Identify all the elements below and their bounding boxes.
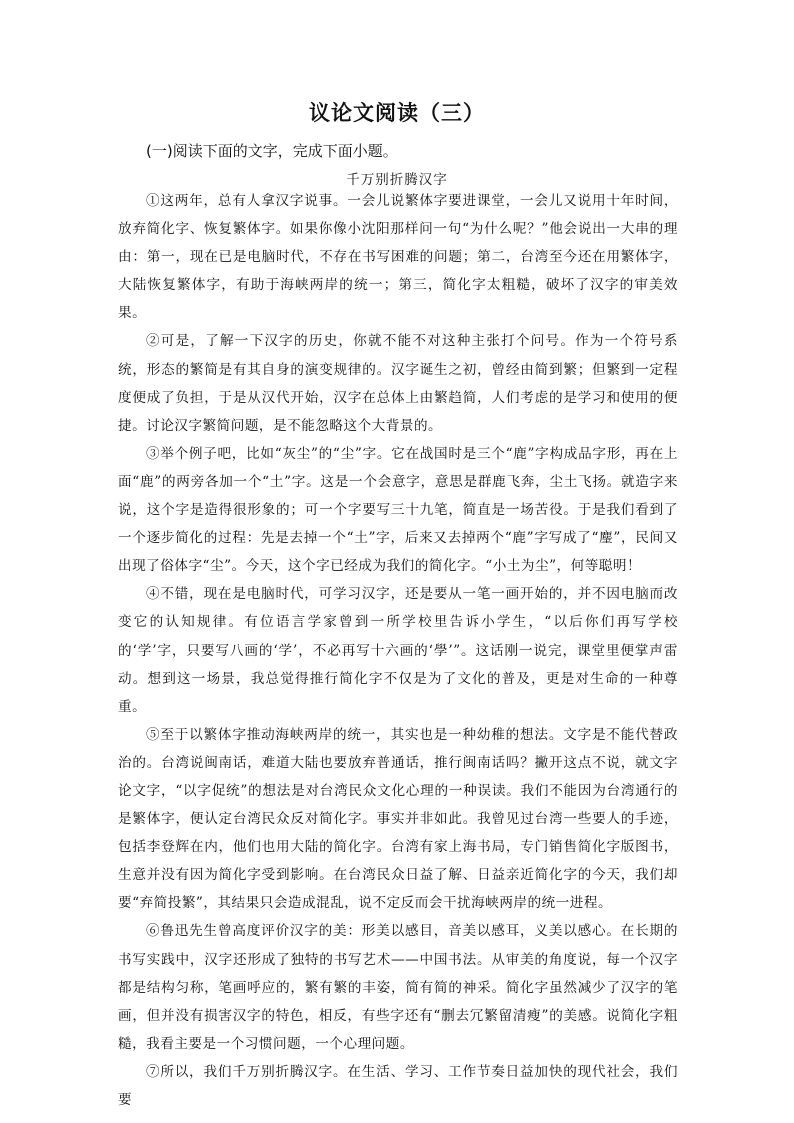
article-title: 千万别折腾汉字 (346, 172, 448, 188)
reading-instruction: (一)阅读下面的文字，完成下面小题。 (146, 142, 398, 160)
paragraph-5: ⑤至于以繁体字推动海峡两岸的统一，其实也是一种幼稚的想法。文字是不能代替政治的。台湾说闽南话，难道大陆也要放弃普通话，推行闽南话吗？撇开这点不说，就文字论文字，“以字促统”的想法是对台湾民众文化心理的一种误读。我们不能因为台湾通行的是繁体字，便认定台湾民众反对简化字。事实并非如此。我曾见过台湾一些要人的手迹，包括李登辉在内，他们也用大陆的简化字。台湾有家上海书局，专门销售简化字版图书，生意并没有因为简化字受到影响。在台湾民众日益了解、日益亲近简化字的今天，我们却要“弃简投繁”，其结果只会造成混乱，说不定反而会干扰海峡两岸的统一进程。 (118, 726, 678, 912)
paragraph-3: ③举个例子吧，比如“灰尘”的“尘”字。它在战国时是三个“鹿”字构成品字形，再在上面“鹿”的两旁各加一个“土”字。这是一个会意字，意思是群鹿飞奔，尘土飞扬。就造字来说，这个字是造得很形象的；可一个字要写三十九笔，简直是一场苦役。于是我们看到了一个逐步简化的过程：先是去掉一个“土”字，后来又去掉两个“鹿”字写成了“麈”，民间又出现了俗体字“尘”。今天，这个字已经成为我们的简化字。“小土为尘”，何等聪明！ (118, 445, 678, 575)
paragraph-2: ②可是，了解一下汉字的历史，你就不能不对这种主张打个问号。作为一个符号系统，形态的繁简是有其自身的演变规律的。汉字诞生之初，曾经由简到繁；但繁到一定程度便成了负担，于是从汉代开始，汉字在总体上由繁趋简，人们考虑的是学习和使用的便捷。讨论汉字繁简问题，是不能忽略这个大背景的。 (118, 333, 678, 434)
paragraph-1: ①这两年，总有人拿汉字说事。一会儿说繁体字要进课堂，一会儿又说用十年时间，放弃简化字、恢复繁体字。如果你像小沈阳那样问一句“为什么呢？”他会说出一大串的理由：第一，现在已是电脑时代，不存在书写困难的问题；第二，台湾至今还在用繁体字，大陆恢复繁体字，有助于海峡两岸的统一；第三，简化字太粗糙，破坏了汉字的审美效果。 (118, 193, 678, 322)
article-body (118, 187, 678, 1114)
document-title: 议论文阅读（三） (309, 100, 485, 125)
paragraph-6: ⑥鲁迅先生曾高度评价汉字的美：形美以感目，音美以感耳，义美以感心。在长期的书写实践中，汉字还形成了独特的书写艺术——中国书法。从审美的角度说，每一个汉字都是结构匀称，笔画呼应的，繁有繁的丰姿，简有简的神采。简化字虽然减少了汉字的笔画，但并没有损害汉字的特色，相反，有些字还有“删去冗繁留清瘦”的美感。说简化字粗糙，我看主要是一个习惯问题，一个心理问题。 (118, 923, 678, 1052)
paragraph-7: ⑦所以，我们千万别折腾汉字。在生活、学习、工作节奏日益加快的现代社会，我们要 (118, 1063, 678, 1108)
paragraph-4: ④不错，现在是电脑时代，可学习汉字，还是要从一笔一画开始的，并不因电脑而改变它的认知规律。有位语言学家曾到一所学校里告诉小学生，“以后你们再写学校的‘学’字，只要写八画的‘学’，不必再写十六画的‘學’”。这话刚一说完，课堂里便掌声雷动。想到这一场景，我总觉得推行简化字不仅是为了文化的普及，更是对生命的一种尊重。 (118, 586, 678, 715)
